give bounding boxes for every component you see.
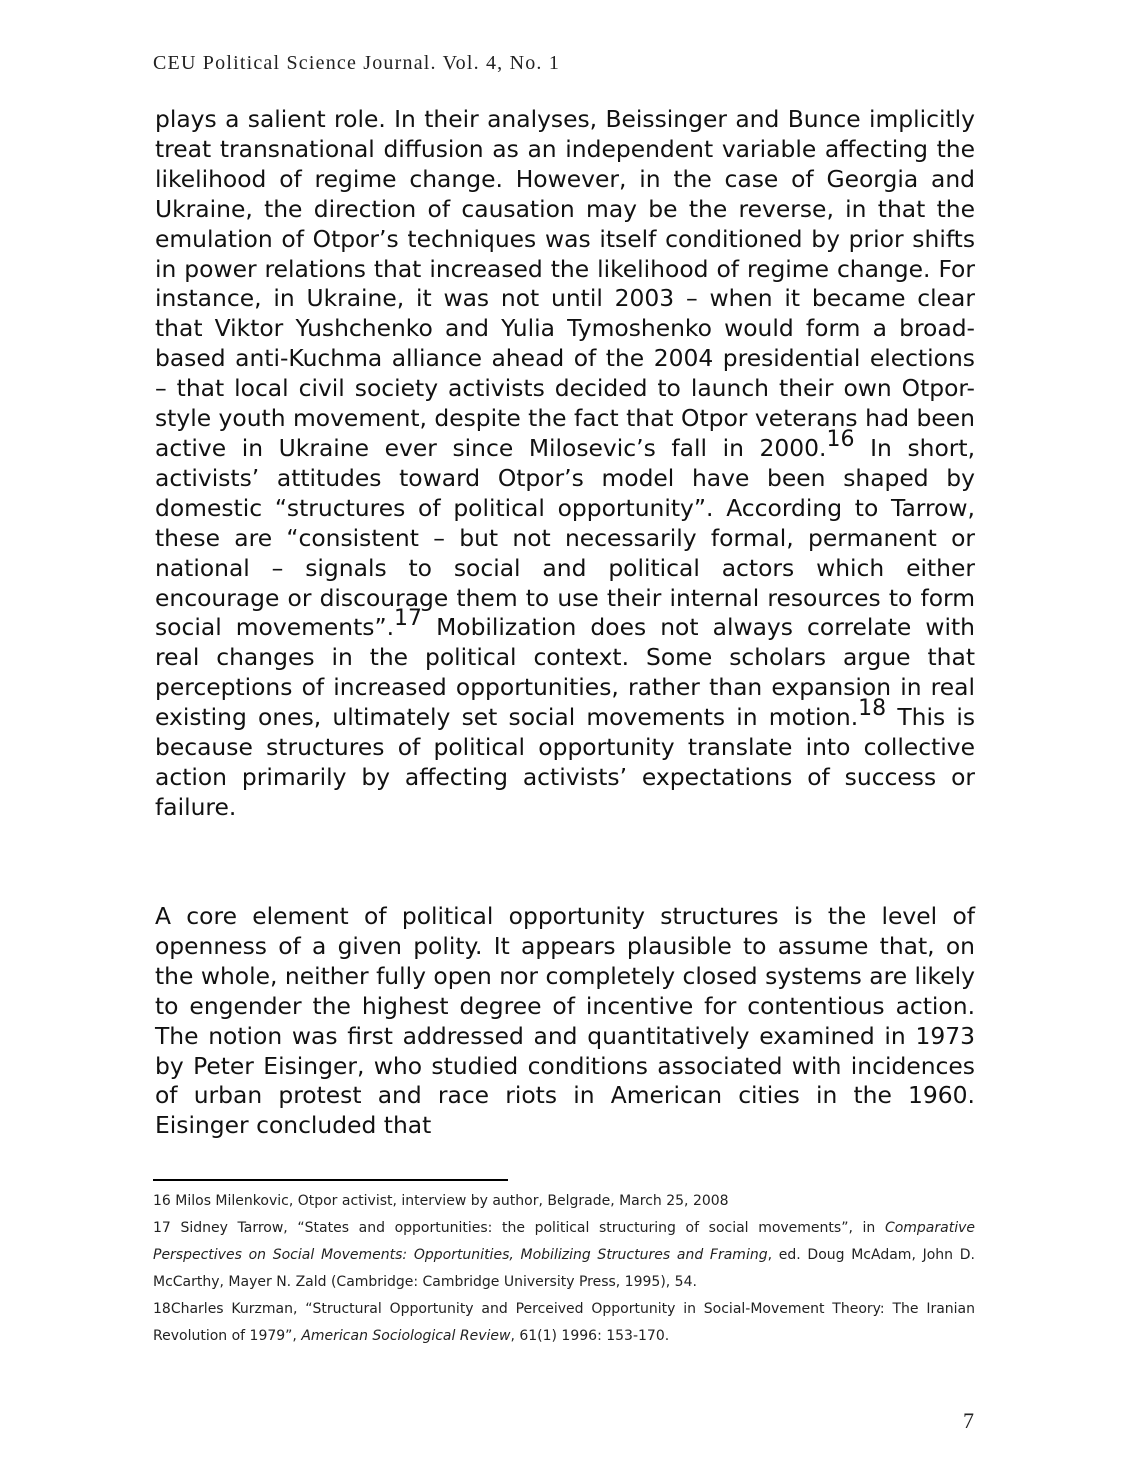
footnote-ref-16: 16 (826, 427, 855, 453)
paragraph-1-text: plays a salient role. In their analyses, Beissinger and Bunce implicitly treat transnational diffusion as an independent variable affecting the likelihood of regime change. However, in the case of Georgia and Ukraine, the direction of causation may be the reverse, in that the emulation of Otpor’s techniques was itself conditioned by prior shifts in power relations that increased the likelihood of regime change. For instance, in Ukraine, it was not until 2003 – when it became clear that Viktor Yushchenko and Yulia Tymoshenko would form a broad-based anti-Kuchma alliance ahead of the 2004 presidential elections – that local civil society activists decided to launch their own Otpor-style youth movement, despite the fact that Otpor veterans had been active in Ukraine ever since Milosevic’s fall in 2000. (155, 105, 975, 462)
footnote-text: , 61(1) 1996: 153-170. (510, 1328, 670, 1344)
footnote-17 (153, 1215, 975, 1296)
footnote-text: , ed. Doug McAdam, John D. McCarthy, Mayer N. Zald (Cambridge: Cambridge University Press, 1995), 54. (153, 1247, 975, 1290)
body-paragraph-1 (155, 105, 975, 823)
paragraph-1-text: Mobilization does not always correlate with real changes in the political context. Some scholars argue that perceptions of increased opportunities, rather than expansion in real existing ones, ultimately set social movements in motion. (155, 613, 975, 732)
footnote-16: 16 Milos Milenkovic, Otpor activist, interview by author, Belgrade, March 25, 2008 (153, 1193, 729, 1209)
footnote-18 (153, 1296, 975, 1350)
running-header: CEU Political Science Journal. Vol. 4, No. 1 (153, 52, 561, 74)
paragraph-1-text: In short, activists’ attitudes toward Otpor’s model have been shaped by domestic “structures of political opportunity”. According to Tarrow, these are “consistent – but not necessarily formal, permanent or national – signals to social and political actors which either encourage or discourage them to use their internal resources to form social movements”. (155, 433, 975, 642)
paragraph-1-text: This is because structures of political opportunity translate into collective action primarily by affecting activists’ expectations of success or failure. (155, 703, 976, 821)
footnote-separator (153, 1179, 508, 1181)
body-paragraph-2: A core element of political opportunity structures is the level of openness of a given polity. It appears plausible to assume that, on the whole, neither fully open nor completely closed systems are likely to engender the highest degree of incentive for contentious action. The notion was first addressed and quantitatively examined in 1973 by Peter Eisinger, who studied conditions associated with incidences of urban protest and race riots in American cities in the 1960. Eisinger concluded that (155, 902, 975, 1140)
footnote-book-title: Comparative Perspectives on Social Movements: Opportunities, Mobilizing Structures and Framing (153, 1220, 975, 1263)
footnotes-section (153, 1188, 975, 1350)
footnote-ref-18: 18 (858, 696, 887, 722)
footnote-text: 17 Sidney Tarrow, “States and opportunities: the political structuring of social movements”, in (153, 1220, 885, 1236)
page-number: 7 (963, 1408, 974, 1433)
footnote-ref-17: 17 (394, 606, 423, 632)
footnote-journal-title: American Sociological Review (301, 1328, 511, 1344)
footnote-text: 18Charles Kurzman, “Structural Opportunity and Perceived Opportunity in Social-Movement Theory: The Iranian Revolution of 1979”, (153, 1301, 975, 1344)
